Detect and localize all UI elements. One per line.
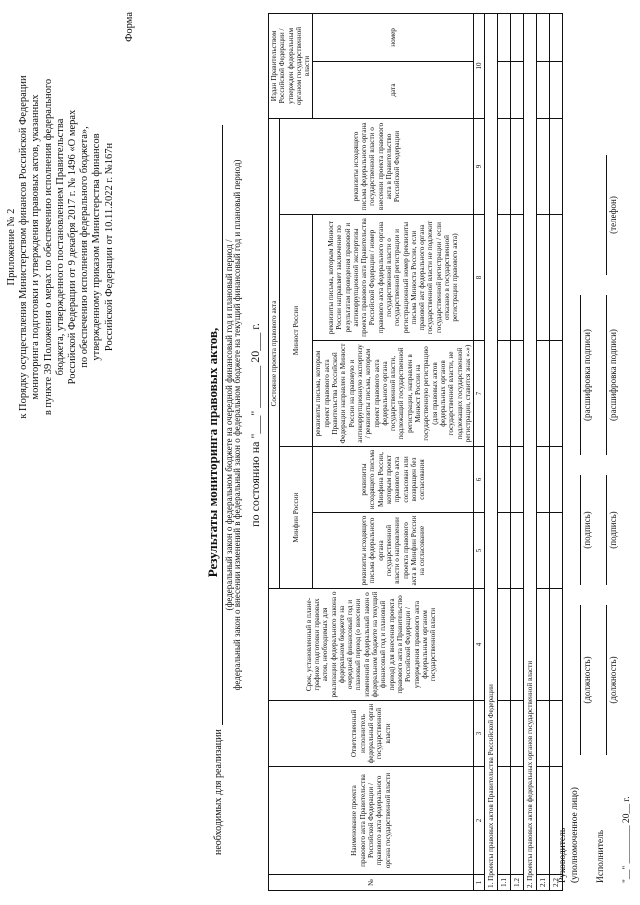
executor-phone-line [606, 155, 607, 275]
header-line: Российской Федерации от 9 декабря 2017 г. № 1496 «О мерах [67, 109, 79, 385]
need-text: необходимых для реализации [213, 729, 224, 855]
appendix-number: Приложение № 2 [6, 208, 17, 286]
executor-signature-line [606, 475, 607, 585]
header-line: к Порядку осуществления Министерством финансов Российской Федерации [18, 75, 30, 419]
subtitle-line-1: (федеральный закон о федеральном бюджете на очередной финансовый год и плановый период / [222, 125, 234, 725]
row-number: 1.2 [511, 875, 524, 891]
header-number: номер [313, 13, 474, 61]
signature-date: "__" ________ 20__ г. [622, 796, 632, 883]
header-line: утвержденному приказом Министерства финансов [91, 133, 103, 361]
head-signature-line [580, 475, 581, 585]
executor-phone-caption: (телефон) [608, 196, 618, 234]
col-number: 5 [474, 513, 485, 589]
col-number: 7 [474, 341, 485, 447]
col-number: 2 [474, 767, 485, 875]
table-row [550, 13, 563, 890]
section-2-title: 2. Проекты правовых актов федеральных органов государственной власти [524, 13, 537, 890]
header-responsible: Ответственный исполнитель федеральный орган государственной власти [269, 701, 474, 767]
col-number: 3 [474, 701, 485, 767]
executor-position-caption: (должность) [608, 656, 618, 704]
executor-label: Исполнитель [596, 829, 606, 883]
header-col-5: реквизиты исходящего письма федерального органа государственной власти о направлении проекта правового акта в Минфин России на согласование [313, 513, 474, 589]
executor-position-line [606, 605, 607, 755]
col-number: 8 [474, 215, 485, 341]
table-row [511, 13, 524, 890]
subtitle-line-2: федеральный закон о внесении изменений в федеральный закон о федеральном бюджете на текущий финансовый год и плановый период) [232, 159, 242, 691]
table-row [537, 13, 550, 890]
head-label: Руководитель [558, 827, 568, 883]
table-row [498, 13, 511, 890]
head-decode-line [580, 295, 581, 455]
header-col-6: реквизиты исходящего письма Минфина России, которым проект правового акта согласован или возвращен без согласования [313, 447, 474, 513]
header-minjust: Минюст России [280, 215, 313, 447]
as-of-date: по состоянию на "___" _______ 20___ г. [248, 323, 262, 527]
head-decode-caption: (расшифровка подписи) [582, 329, 592, 421]
header-line: мониторинга подготовки и утверждения правовых актов, указанных [30, 94, 42, 400]
executor-decode-line [606, 295, 607, 455]
monitoring-table [268, 13, 563, 891]
column-numbers-row [474, 13, 485, 890]
header-num: № [269, 875, 474, 891]
header-line: по обеспечению исполнения федерального бюджета», [79, 126, 91, 368]
header-line: в пункте 39 Положения о мерах по обеспечению исполнения федерального [42, 78, 54, 416]
col-number: 9 [474, 118, 485, 214]
header-line: бюджета, утвержденного постановлением Правительства [54, 118, 66, 376]
header-col-9: реквизиты исходящего письма федерального органа государственной власти о внесении проекта правового акта в Правительство Российской Федерации [280, 118, 474, 214]
appendix-header [6, 12, 136, 482]
header-date: дата [313, 61, 474, 118]
header-col-7: реквизиты письма, которым проект правового акта Правительства Российской Федерации направлен в Минюст России на правовую и антикоррупционную экспертизу / реквизиты письма, которым проект правового акта федерального органа государственной власти, подлежащий государственной регистрации, направлен в Минюст России на государственную регистрацию (для правовых актов федеральных органов государственной власти, не подлежащих государственной регистрации, ставится знак «-») [313, 341, 474, 447]
header-state-group: Состояние проекта правового акта [269, 118, 280, 588]
header-issued: Издан Правительством Российской Федерации / утвержден федеральным органом государственной власти [269, 13, 313, 118]
section-1-title: 1. Проекты правовых актов Правительства Российской Федерации [485, 13, 498, 890]
header-line: Российской Федерации от 10.11.2022 г. №167н [103, 142, 115, 352]
header-col-8: реквизиты письма, которым Минюст России направляет заключение по результатам проведения правовой и антикоррупционной экспертизы проекта правового акта Правительства Российской Федерации / номер правового акта федерального органа государственной власти о государственной регистрации и регистрационный номер (реквизиты письма Минюста России, если правовой акт федерального органа государственной власти не подлежит государственной регистрации / если отказано в государственной регистрации правового акта) [313, 215, 474, 341]
header-minfin: Минфин России [280, 447, 313, 589]
col-number: 4 [474, 589, 485, 701]
col-number: 6 [474, 447, 485, 513]
head-label-authorized: (уполномоченное лицо) [570, 787, 580, 883]
row-number: 2.2 [550, 875, 563, 891]
head-position-caption: (должность) [582, 656, 592, 704]
row-number: 1.1 [498, 875, 511, 891]
form-label: Форма [123, 12, 135, 42]
header-deadline: Срок, установленный в плане-графике подготовки правовых актов, необходимых для реализации федерального закона о федеральном бюджете на очередной финансовый год и плановый период (о внесении изменений в федеральный закон о федеральном бюджете на текущий финансовый год и плановый период) для внесения проекта правового акта в Правительство Российской Федерации / утверждения правового акта федеральным органом государственной власти [269, 589, 474, 701]
executor-decode-caption: (расшифровка подписи) [608, 329, 618, 421]
row-number: 2.1 [537, 875, 550, 891]
head-position-line [580, 605, 581, 755]
col-number: 10 [474, 13, 485, 118]
header-name: Наименование проекта правового акта Правительства Российской Федерации / правового акта федерального органа государственной власти [269, 767, 474, 875]
document-title: Результаты мониторинга правовых актов, [205, 327, 220, 578]
executor-signature-caption: (подпись) [608, 511, 618, 549]
head-signature-caption: (подпись) [582, 511, 592, 549]
col-number: 1 [474, 875, 485, 891]
